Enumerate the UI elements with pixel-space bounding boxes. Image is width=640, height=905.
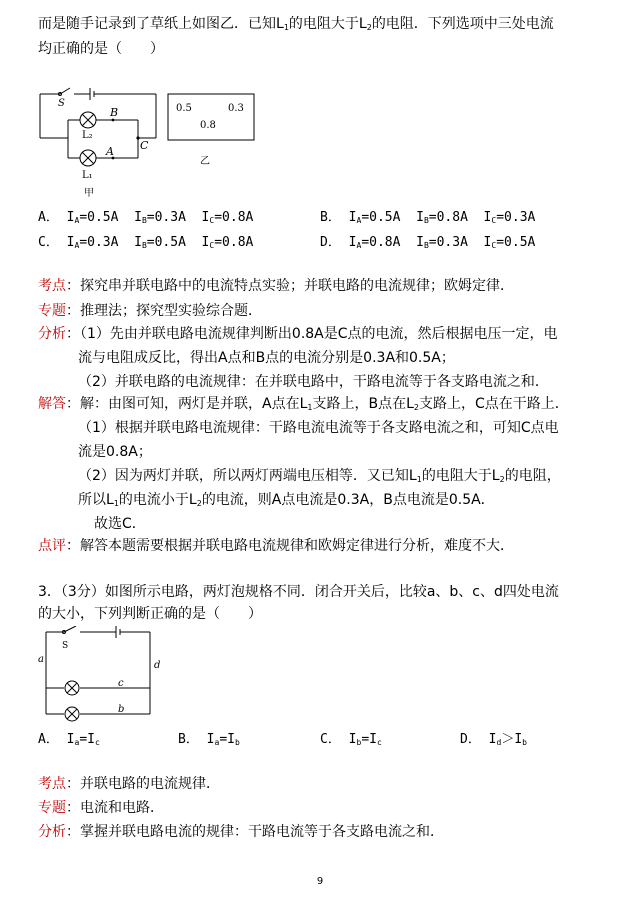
q3-fenxi: 分析：掌握并联电路电流的规律：干路电流等于各支路电流之和． bbox=[38, 824, 444, 840]
q2-kaodian: 考点：探究串并联电路中的电流特点实验；并联电路的电流规律；欧姆定律． bbox=[38, 278, 514, 294]
q2-dianping: 点评：解答本题需要根据并联电路电流规律和欧姆定律进行分析，难度不大． bbox=[38, 538, 514, 554]
label-s: S bbox=[58, 98, 65, 109]
paper-value-1: 0.5 bbox=[176, 103, 192, 114]
q3-zhuanti: 专题：电流和电路． bbox=[38, 800, 164, 816]
q2-fenxi-2: 流与电阻成反比，得出A点和B点的电流分别是0.3A和0.5A； bbox=[78, 350, 455, 366]
q3-option-b[interactable]: B． $I_a=I_b$ bbox=[178, 732, 240, 747]
paper-value-2: 0.3 bbox=[228, 103, 244, 114]
paper-value-3: 0.8 bbox=[200, 120, 216, 131]
label-l2: L₂ bbox=[82, 130, 93, 141]
q2-jieda-1: 解答：解：由图可知，两灯是并联，A点在$L_1$支路上，B点在$L_2$支路上，C点在干路上． bbox=[38, 396, 569, 412]
q3-circuit-figure bbox=[38, 626, 168, 724]
q2-jieda-5: 所以$L_1$的电流小于$L_2$的电流，则A点电流是0.3A，B点电流是0.5A． bbox=[78, 492, 495, 508]
q3-stem-line1: 3．（3分）如图所示电路，两灯泡规格不同．闭合开关后，比较a、b、c、d四处电流 bbox=[38, 584, 559, 600]
q2-option-c[interactable]: C． $I_A=0.3A$ $I_B=0.5A$ $I_C=0.8A$ bbox=[38, 235, 254, 250]
q3-kaodian: 考点：并联电路的电流规律． bbox=[38, 776, 220, 792]
label-b: B bbox=[110, 106, 119, 119]
page-number: 9 bbox=[316, 876, 324, 887]
q2-stem-line1: 而是随手记录到了草纸上如图乙．已知$L_1$的电阻大于$L_2$的电阻．下列选项中三处电流 bbox=[38, 16, 554, 32]
draft-paper-box bbox=[168, 94, 254, 140]
q3-label-b: b bbox=[118, 704, 125, 715]
q2-stem-line2: 均正确的是（ ） bbox=[38, 41, 164, 57]
label-l1: L₁ bbox=[82, 170, 93, 181]
q2-option-b[interactable]: B． $I_A=0.5A$ $I_B=0.8A$ $I_C=0.3A$ bbox=[320, 210, 536, 225]
q3-label-d: d bbox=[154, 660, 161, 671]
q3-option-d[interactable]: D． $I_d>I_b$ bbox=[460, 732, 527, 747]
q3-stem-line2: 的大小，下列判断正确的是（ ） bbox=[38, 606, 262, 622]
q3-label-s: S bbox=[62, 641, 69, 651]
label-jia: 甲 bbox=[84, 188, 94, 199]
q3-label-a: a bbox=[38, 654, 44, 665]
label-yi: 乙 bbox=[200, 156, 210, 167]
q3-label-c: c bbox=[118, 678, 124, 689]
q2-option-d[interactable]: D． $I_A=0.8A$ $I_B=0.3A$ $I_C=0.5A$ bbox=[320, 235, 536, 250]
q3-option-c[interactable]: C． $I_b=I_c$ bbox=[320, 732, 382, 747]
q2-jieda-4: （2）因为两灯并联，所以两灯两端电压相等．又已知$L_1$的电阻大于$L_2$的电阻， bbox=[78, 468, 561, 484]
q2-zhuanti: 专题：推理法；探究型实验综合题． bbox=[38, 303, 262, 319]
q2-fenxi-1: 分析：（1）先由并联电路电流规律判断出0.8A是C点的电流，然后根据电压一定，电 bbox=[38, 326, 558, 342]
label-c: C bbox=[140, 139, 149, 152]
q2-jieda-6: 故选C． bbox=[94, 516, 146, 532]
q2-jieda-3: 流是0.8A； bbox=[78, 444, 152, 460]
q2-option-a[interactable]: A． $I_A=0.5A$ $I_B=0.3A$ $I_C=0.8A$ bbox=[38, 210, 254, 225]
q3-option-a[interactable]: A． $I_a=I_c$ bbox=[38, 732, 100, 747]
label-a: A bbox=[106, 145, 114, 158]
q2-fenxi-3: （2）并联电路的电流规律：在并联电路中，干路电流等于各支路电流之和． bbox=[78, 374, 549, 390]
q2-jieda-2: （1）根据并联电路电流规律：干路电流电流等于各支路电流之和，可知C点电 bbox=[78, 420, 559, 436]
q2-circuit-figure bbox=[38, 86, 278, 202]
